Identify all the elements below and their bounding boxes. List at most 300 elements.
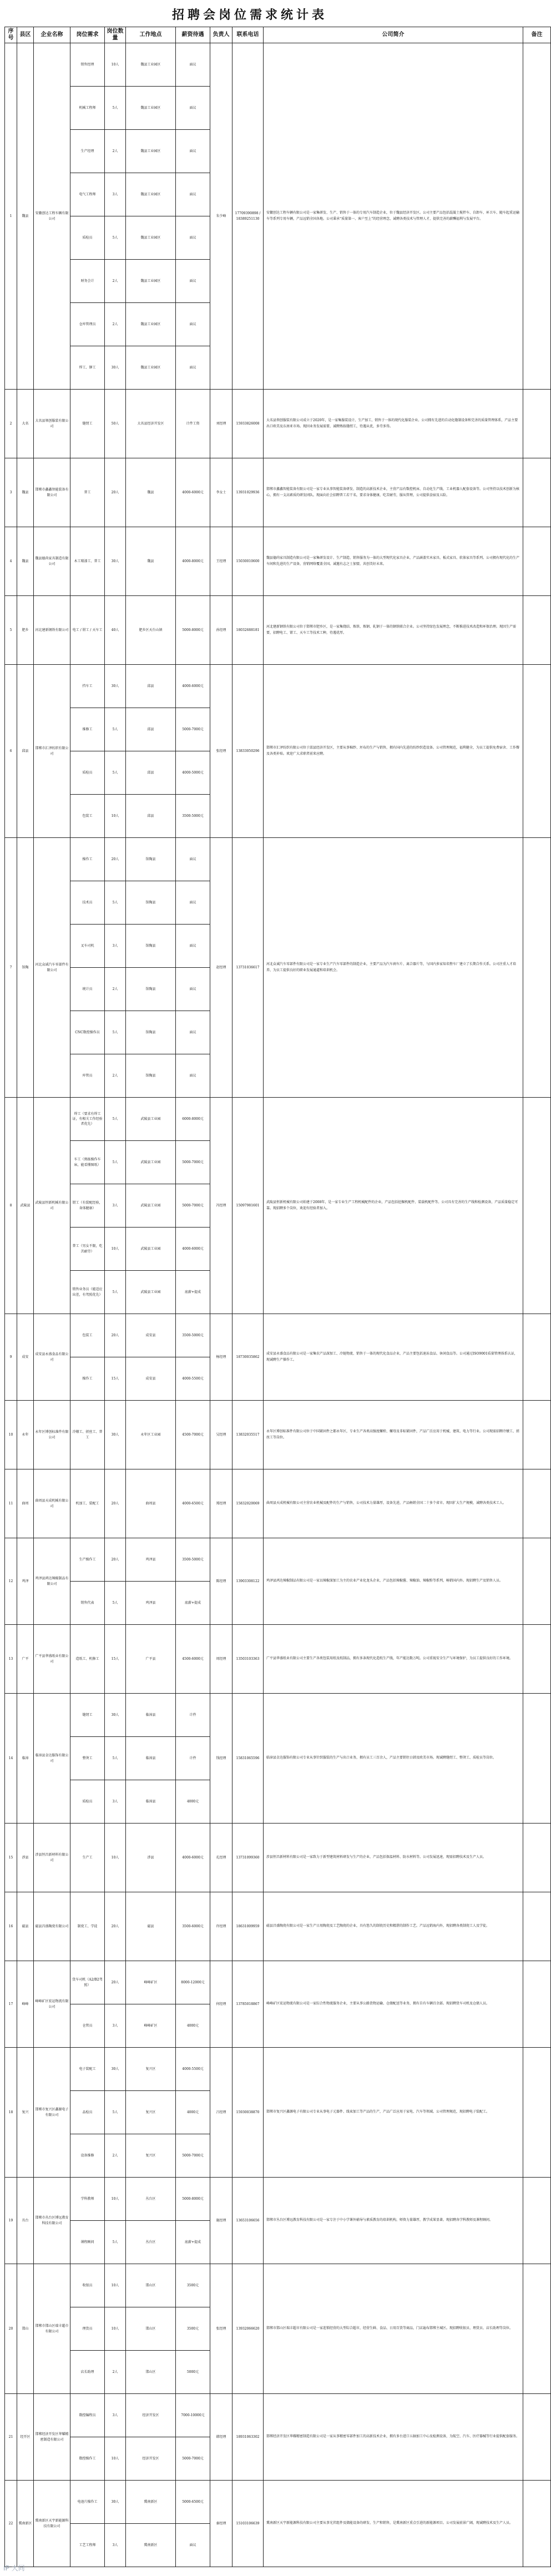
row-number: 6 bbox=[5, 665, 17, 838]
table-row bbox=[5, 2264, 551, 2307]
contact-person: 周经理 bbox=[210, 1625, 232, 1694]
row-number: 9 bbox=[5, 1314, 17, 1401]
row-area: 魏县 bbox=[17, 458, 34, 527]
job-location: 武陵县工业园 bbox=[126, 1184, 176, 1228]
job-location: 魏县工业园区 bbox=[126, 43, 176, 87]
job-count: 3人 bbox=[105, 1780, 126, 1824]
header-location: 工作地点 bbox=[126, 27, 176, 43]
job-count: 3人 bbox=[105, 173, 126, 216]
table-row bbox=[5, 1098, 551, 1141]
table-row bbox=[5, 1694, 551, 1737]
job-title: 设备维修 bbox=[70, 2134, 105, 2178]
job-count: 30人 bbox=[105, 2048, 126, 2091]
table-row bbox=[5, 1469, 551, 1538]
job-location: 磁县 bbox=[126, 1892, 176, 1961]
job-count: 2人 bbox=[105, 1054, 126, 1098]
company-intro: 河北众诚汽车零部件有限公司是一家专业生产汽车零部件的制造企业，主要产品为汽车刹车片、离合器片等，与国内多家知名整车厂建立了长期合作关系。公司注重人才培养，为员工提供良好的职业发展通道和培训机会。 bbox=[264, 838, 523, 1098]
job-count: 2人 bbox=[105, 130, 126, 173]
header-intro: 公司简介 bbox=[264, 27, 523, 43]
table-row bbox=[5, 2048, 551, 2091]
row-number: 21 bbox=[5, 2394, 17, 2481]
job-title: 焊工（要求有焊工证，有相关工作经验者优先） bbox=[70, 1098, 105, 1141]
contact-person: 赵经理 bbox=[210, 838, 232, 1098]
job-location: 魏县工业园区 bbox=[126, 303, 176, 346]
job-location: 武陵县工业园 bbox=[126, 1098, 176, 1141]
table-row bbox=[5, 1538, 551, 1582]
row-number: 12 bbox=[5, 1538, 17, 1625]
company-intro: 曲周县天成机械有限公司主营农业机械及配件的生产与销售，公司技术力量雄厚，设备先进，产品畅销全国二十多个省市。现因扩大生产规模，诚聘各类技术工人。 bbox=[264, 1469, 523, 1538]
job-location: 馆陶县 bbox=[126, 1011, 176, 1054]
job-pay: 面议 bbox=[176, 1011, 210, 1054]
job-pay: 3500元 bbox=[176, 2307, 210, 2351]
row-note bbox=[523, 1098, 551, 1314]
company-intro: 邯郸经济开发区华耀精密制造有限公司是一家从事精密零部件加工的高新技术企业，拥有多台进口五轴加工中心及检测设备，为航空、汽车、医疗器械等行业提供配套服务。 bbox=[264, 2394, 523, 2481]
row-number: 4 bbox=[5, 527, 17, 596]
contact-phone: 13731036617 bbox=[232, 838, 264, 1098]
job-pay: 面议 bbox=[176, 925, 210, 968]
job-pay: 3500-5000元 bbox=[176, 795, 210, 838]
job-location: 邱县 bbox=[126, 751, 176, 795]
row-number: 14 bbox=[5, 1694, 17, 1824]
job-location: 武陵县工业园 bbox=[126, 1141, 176, 1184]
contact-person: 朱少峰 bbox=[210, 43, 232, 390]
job-title: 工艺工程师 bbox=[70, 2524, 105, 2567]
row-area: 磁县 bbox=[17, 1892, 34, 1961]
job-title: 操作工 bbox=[70, 1357, 105, 1401]
job-title: 课程顾问 bbox=[70, 2221, 105, 2264]
row-area: 复兴 bbox=[17, 2048, 34, 2178]
header-pay: 薪资待遇 bbox=[176, 27, 210, 43]
job-title: 店长助理 bbox=[70, 2351, 105, 2394]
job-count: 5人 bbox=[105, 1011, 126, 1054]
job-count: 5人 bbox=[105, 2091, 126, 2134]
company-name: 河北众诚汽车零部件有限公司 bbox=[34, 838, 70, 1098]
job-count: 2人 bbox=[105, 968, 126, 1011]
contact-person: 钱经理 bbox=[210, 1694, 232, 1824]
job-location: 复兴区 bbox=[126, 2134, 176, 2178]
company-intro: 邯郸市邯山区瑞丰超市有限公司是一家连锁经营的大型综合超市，经营生鲜、食品、日用百货等商品，门店遍布邯郸主城区。现招聘收银员、理货员、店长助理等岗位。 bbox=[264, 2264, 523, 2394]
table-row bbox=[5, 1401, 551, 1469]
job-count: 2人 bbox=[105, 2351, 126, 2394]
job-title: 生产经理 bbox=[70, 130, 105, 173]
contact-person: 孙经理 bbox=[210, 596, 232, 665]
row-number: 10 bbox=[5, 1401, 17, 1469]
job-count: 3人 bbox=[105, 925, 126, 968]
contact-phone: 13931029936 bbox=[232, 458, 264, 527]
row-number: 3 bbox=[5, 458, 17, 527]
job-count: 5人 bbox=[105, 2221, 126, 2264]
job-title: 钳工（有装配经验，身体健康） bbox=[70, 1184, 105, 1228]
table-row bbox=[5, 2178, 551, 2221]
row-note bbox=[523, 2394, 551, 2481]
contact-person: 何经理 bbox=[210, 1961, 232, 2048]
row-area: 永年 bbox=[17, 1401, 34, 1469]
job-count: 10人 bbox=[105, 2307, 126, 2351]
job-count: 20人 bbox=[105, 838, 126, 881]
contact-phone: 13653106656 bbox=[232, 2178, 264, 2264]
company-name: 河北建新钢铁有限公司 bbox=[34, 596, 70, 665]
job-count: 10人 bbox=[105, 2178, 126, 2221]
row-note bbox=[523, 1469, 551, 1538]
job-pay: 3500-5000元 bbox=[176, 1538, 210, 1582]
job-count: 5人 bbox=[105, 87, 126, 130]
job-count: 50人 bbox=[105, 390, 126, 458]
job-title: 普工 bbox=[70, 458, 105, 527]
job-location: 临漳县 bbox=[126, 1780, 176, 1824]
row-note bbox=[523, 43, 551, 390]
row-note bbox=[523, 1538, 551, 1625]
job-pay: 3500-5000元 bbox=[176, 1314, 210, 1357]
contact-phone: 15933826008 bbox=[232, 390, 264, 458]
job-pay: 6000-8000元 bbox=[176, 1098, 210, 1141]
contact-person: 张经理 bbox=[210, 665, 232, 838]
table-row bbox=[5, 1314, 551, 1357]
job-location: 肥乡区天台山镇 bbox=[126, 596, 176, 665]
job-count: 10人 bbox=[105, 795, 126, 838]
header-company: 企业名称 bbox=[34, 27, 70, 43]
job-count: 30人 bbox=[105, 665, 126, 708]
watermark: IP 大同 bbox=[3, 2564, 25, 2572]
contact-phone: 13503103363 bbox=[232, 1625, 264, 1694]
job-count: 10人 bbox=[105, 1228, 126, 1271]
job-title: 冷镦工、搓丝工、普工 bbox=[70, 1401, 105, 1469]
job-title: 机加工、装配工 bbox=[70, 1469, 105, 1538]
job-title: 数控操作工 bbox=[70, 2437, 105, 2481]
job-title: 焊工、铆工 bbox=[70, 346, 105, 390]
job-title: 电子装配工 bbox=[70, 2048, 105, 2091]
job-pay: 面议 bbox=[176, 43, 210, 87]
row-number: 16 bbox=[5, 1892, 17, 1961]
row-note bbox=[523, 1892, 551, 1961]
job-pay: 4000-6000元 bbox=[176, 1228, 210, 1271]
job-pay: 4000元 bbox=[176, 2091, 210, 2134]
job-location: 鸡泽县 bbox=[126, 1538, 176, 1582]
row-area: 广平 bbox=[17, 1625, 34, 1694]
company-intro: 永年区博创标准件有限公司位于中国紧固件之都永年区，专业生产各类高强度螺栓、螺母及非标紧固件，产品广泛应用于机械、建筑、电力等行业。公司现需招聘冷镦工、搓丝工等岗位。 bbox=[264, 1401, 523, 1469]
row-area: 经开区 bbox=[17, 2394, 34, 2481]
job-title: 品检员 bbox=[70, 2091, 105, 2134]
job-location: 冀南新区 bbox=[126, 2481, 176, 2524]
job-location: 魏县工业园区 bbox=[126, 173, 176, 216]
job-count: 5人 bbox=[105, 1737, 126, 1780]
job-count: 3人 bbox=[105, 2004, 126, 2048]
job-location: 馆陶县 bbox=[126, 968, 176, 1011]
job-count: 5人 bbox=[105, 1098, 126, 1141]
table-row bbox=[5, 1625, 551, 1694]
job-pay: 4000-5000元 bbox=[176, 751, 210, 795]
job-pay: 8000-12000元 bbox=[176, 1961, 210, 2004]
job-title: 电气工程师 bbox=[70, 173, 105, 216]
job-location: 永年区工业园 bbox=[126, 1401, 176, 1469]
job-pay: 4500-6000元 bbox=[176, 1625, 210, 1694]
company-name: 邯郸市汇泽纺织有限公司 bbox=[34, 665, 70, 838]
job-title: 销售代表 bbox=[70, 1582, 105, 1625]
job-pay: 面议 bbox=[176, 260, 210, 303]
company-name: 大名县领创服装有限公司 bbox=[34, 390, 70, 458]
job-count: 5人 bbox=[105, 1271, 126, 1314]
job-location: 魏县工业园区 bbox=[126, 87, 176, 130]
job-title: 质检员 bbox=[70, 216, 105, 260]
row-number: 2 bbox=[5, 390, 17, 458]
company-name: 邯郸经济开发区华耀精密制造有限公司 bbox=[34, 2394, 70, 2481]
job-pay: 面议 bbox=[176, 968, 210, 1011]
job-count: 15人 bbox=[105, 1357, 126, 1401]
job-pay: 4000-6500元 bbox=[176, 1469, 210, 1538]
job-pay: 面议 bbox=[176, 303, 210, 346]
job-pay: 7000-10000元 bbox=[176, 2394, 210, 2437]
job-pay: 4000-6000元 bbox=[176, 458, 210, 527]
contact-person: 吴经理 bbox=[210, 1401, 232, 1469]
contact-phone: 13832035517 bbox=[232, 1401, 264, 1469]
company-name: 冀南新区天宇新能源科技有限公司 bbox=[34, 2481, 70, 2567]
job-pay: 计件 bbox=[176, 1694, 210, 1737]
row-area: 冀南新区 bbox=[17, 2481, 34, 2567]
row-area: 鸡泽 bbox=[17, 1538, 34, 1625]
job-pay: 4500-7000元 bbox=[176, 1401, 210, 1469]
job-title: CNC数控操作员 bbox=[70, 1011, 105, 1054]
table-row bbox=[5, 596, 551, 665]
job-pay: 4000元 bbox=[176, 2004, 210, 2048]
row-note bbox=[523, 527, 551, 596]
page-title: 招聘会岗位需求统计表 bbox=[171, 8, 327, 22]
row-note bbox=[523, 1625, 551, 1694]
job-count: 10人 bbox=[105, 43, 126, 87]
job-count: 30人 bbox=[105, 527, 126, 596]
row-number: 8 bbox=[5, 1098, 17, 1314]
job-location: 馆陶县 bbox=[126, 1054, 176, 1098]
job-title: 制瓷工、学徒 bbox=[70, 1892, 105, 1961]
row-note bbox=[523, 1401, 551, 1469]
contact-phone: 13833050296 bbox=[232, 665, 264, 838]
job-pay: 5000-7000元 bbox=[176, 2134, 210, 2178]
row-area: 大名 bbox=[17, 390, 34, 458]
job-location: 涉县 bbox=[126, 1824, 176, 1892]
job-location: 魏县 bbox=[126, 527, 176, 596]
header-row bbox=[5, 27, 551, 43]
contact-phone: 13731099360 bbox=[232, 1824, 264, 1892]
job-title: 仓库管理员 bbox=[70, 303, 105, 346]
job-count: 10人 bbox=[105, 2437, 126, 2481]
row-number: 17 bbox=[5, 1961, 17, 2048]
job-title: 缝纫工 bbox=[70, 1694, 105, 1737]
job-title: 车工（熟练操作车床，能看懂图纸） bbox=[70, 1141, 105, 1184]
job-pay: 4000-5500元 bbox=[176, 1357, 210, 1401]
contact-person: 秦经理 bbox=[210, 2481, 232, 2567]
company-name: 鸡泽县鸿达辣椒制品有限公司 bbox=[34, 1538, 70, 1625]
row-area: 邱县 bbox=[17, 665, 34, 838]
job-location: 魏县工业园区 bbox=[126, 346, 176, 390]
table-row bbox=[5, 665, 551, 708]
contact-person: 孔经理 bbox=[210, 1824, 232, 1892]
job-title: 货车司机（A2/B2驾照） bbox=[70, 1961, 105, 2004]
company-name: 永年区博创标准件有限公司 bbox=[34, 1401, 70, 1469]
row-number: 5 bbox=[5, 596, 17, 665]
row-area: 丛台 bbox=[17, 2178, 34, 2264]
header-phone: 联系电话 bbox=[232, 27, 264, 43]
job-count: 20人 bbox=[105, 1538, 126, 1582]
job-count: 20人 bbox=[105, 458, 126, 527]
row-note bbox=[523, 2178, 551, 2264]
job-location: 馆陶县 bbox=[126, 925, 176, 968]
contact-phone: 18931063302 bbox=[232, 2394, 264, 2481]
job-location: 成安县 bbox=[126, 1357, 176, 1401]
row-area: 成安 bbox=[17, 1314, 34, 1401]
table-row bbox=[5, 1961, 551, 2004]
job-count: 3人 bbox=[105, 2524, 126, 2567]
job-title: 销售经理 bbox=[70, 43, 105, 87]
job-location: 成安县 bbox=[126, 1314, 176, 1357]
job-title: 缝纫工 bbox=[70, 390, 105, 458]
job-location: 武陵县工业园 bbox=[126, 1271, 176, 1314]
job-count: 2人 bbox=[105, 2134, 126, 2178]
job-title: 整烫工 bbox=[70, 1737, 105, 1780]
job-pay: 面议 bbox=[176, 838, 210, 881]
job-location: 丛台区 bbox=[126, 2178, 176, 2221]
contact-phone: 15930038870 bbox=[232, 2048, 264, 2178]
job-title: 质检员 bbox=[70, 751, 105, 795]
company-name: 邯郸市丛台区博远教育科技有限公司 bbox=[34, 2178, 70, 2264]
job-count: 2人 bbox=[105, 303, 126, 346]
job-title: 统计员 bbox=[70, 968, 105, 1011]
job-pay: 4000-6000元 bbox=[176, 665, 210, 708]
job-count: 5人 bbox=[105, 1582, 126, 1625]
row-number: 15 bbox=[5, 1824, 17, 1892]
job-pay: 面议 bbox=[176, 346, 210, 390]
job-title: 造纸工、机修工 bbox=[70, 1625, 105, 1694]
row-number: 1 bbox=[5, 43, 17, 390]
row-area: 临漳 bbox=[17, 1694, 34, 1824]
job-location: 经济开发区 bbox=[126, 2394, 176, 2437]
contact-person: 杨经理 bbox=[210, 1314, 232, 1401]
job-location: 馆陶县 bbox=[126, 881, 176, 925]
contact-phone: 18032688181 bbox=[232, 596, 264, 665]
row-note bbox=[523, 390, 551, 458]
contact-person: 陈经理 bbox=[210, 1538, 232, 1625]
job-location: 大名县经济开发区 bbox=[126, 390, 176, 458]
job-pay: 5000-7000元 bbox=[176, 2437, 210, 2481]
row-area: 邯山 bbox=[17, 2264, 34, 2394]
company-name: 成安县永盛食品有限公司 bbox=[34, 1314, 70, 1401]
job-count: 30人 bbox=[105, 346, 126, 390]
table-row bbox=[5, 1824, 551, 1892]
contact-person: 郑经理 bbox=[210, 1469, 232, 1538]
job-pay: 面议 bbox=[176, 87, 210, 130]
company-name: 安徽创达工程车辆有限公司 bbox=[34, 43, 70, 390]
header-no: 序号 bbox=[5, 27, 17, 43]
job-title: 生产工 bbox=[70, 1824, 105, 1892]
row-number: 7 bbox=[5, 838, 17, 1098]
job-count: 20人 bbox=[105, 1469, 126, 1538]
job-title: 机械工程师 bbox=[70, 87, 105, 130]
row-note bbox=[523, 1961, 551, 2048]
job-location: 冀南新区 bbox=[126, 2524, 176, 2567]
company-intro: 鸡泽县鸿达辣椒制品有限公司是一家以辣椒深加工为主的农业产业化龙头企业，产品包括辣椒酱、辣椒油、辣椒粉等系列，畅销国内外。现招聘生产及销售人员。 bbox=[264, 1538, 523, 1625]
row-note bbox=[523, 2481, 551, 2567]
table-row bbox=[5, 2481, 551, 2524]
table-row bbox=[5, 527, 551, 596]
company-name: 邯郸市鑫鑫智能装备有限公司 bbox=[34, 458, 70, 527]
contact-phone: 13785018867 bbox=[232, 1961, 264, 2048]
job-location: 邯山区 bbox=[126, 2351, 176, 2394]
job-title: 质检员 bbox=[70, 1780, 105, 1824]
job-pay: 5000-8000元 bbox=[176, 596, 210, 665]
recruitment-table bbox=[4, 27, 551, 2567]
job-title: 普工（男女不限，吃苦耐劳） bbox=[70, 1228, 105, 1271]
row-note bbox=[523, 1314, 551, 1401]
job-count: 10人 bbox=[105, 2264, 126, 2307]
job-count: 3人 bbox=[105, 1184, 126, 1228]
contact-person: 刘经理 bbox=[210, 390, 232, 458]
job-title: 维修工 bbox=[70, 708, 105, 751]
company-intro: 大名县领创服装有限公司成立于2020年，是一家集服装设计、生产加工、销售于一体的现代化服装企业。公司拥有先进的自动化缝制设备和完善的质量管理体系，产品主要出口欧美及东南亚市场。现因业务发展需要，诚聘熟练缝纫工，待遇从优，多劳多得。 bbox=[264, 390, 523, 458]
job-title: 技术员 bbox=[70, 881, 105, 925]
header-job: 岗位需求 bbox=[70, 27, 105, 43]
job-title: 销售业务员（能适应出差，有驾照优先） bbox=[70, 1271, 105, 1314]
job-pay: 面议 bbox=[176, 173, 210, 216]
contact-phone: 17709390898 / 18389251130 bbox=[232, 43, 264, 390]
job-pay: 5000-6500元 bbox=[176, 2481, 210, 2524]
job-location: 临漳县 bbox=[126, 1694, 176, 1737]
job-title: 理货员 bbox=[70, 2307, 105, 2351]
contact-person: 李女士 bbox=[210, 458, 232, 527]
row-note bbox=[523, 458, 551, 527]
job-count: 20人 bbox=[105, 1314, 126, 1357]
contact-phone: 15832020069 bbox=[232, 1469, 264, 1538]
job-title: 包装工 bbox=[70, 1314, 105, 1357]
contact-phone: 13932066620 bbox=[232, 2264, 264, 2394]
job-count: 5人 bbox=[105, 751, 126, 795]
job-count: 3人 bbox=[105, 2394, 126, 2437]
company-intro: 河北建新钢铁有限公司位于邯郸市肥乡区，是一家集烧结、炼铁、炼钢、轧钢于一体的钢铁联合企业。公司坚持绿色发展理念，不断推进技术改造和环保治理。现因生产需要，招聘电工、钳工、天车工等技术工种，待遇优厚。 bbox=[264, 596, 523, 665]
job-count: 5人 bbox=[105, 1141, 126, 1184]
job-pay: 5000-7000元 bbox=[176, 1184, 210, 1228]
company-intro: 峰峰矿区宏运物流有限公司是一家综合性物流服务企业，主要从事公路货物运输、仓储配送等业务，拥有自有车辆百余部。现招聘货车司机及仓储人员。 bbox=[264, 1961, 523, 2048]
company-intro: 安徽创达工程车辆有限公司是一家集研发、生产、销售于一体的专用汽车制造企业，位于魏县经济开发区。公司主要产品包括混凝土搅拌车、自卸车、环卫车、随车起重运输车等系列专用车辆，产品远销全国各地。公司秉承“质量第一、客户至上”的经营理念，诚聘各类技术与管理人才，提供完善的薪酬福利与发展平台。 bbox=[264, 43, 523, 390]
row-area: 武陵县 bbox=[17, 1098, 34, 1314]
job-title: 收银员 bbox=[70, 2264, 105, 2307]
job-location: 邱县 bbox=[126, 665, 176, 708]
row-area: 涉县 bbox=[17, 1824, 34, 1892]
row-area: 魏县 bbox=[17, 527, 34, 596]
job-location: 魏县工业园区 bbox=[126, 260, 176, 303]
job-count: 30人 bbox=[105, 2481, 126, 2524]
row-area: 馆陶 bbox=[17, 838, 34, 1098]
table-row bbox=[5, 2394, 551, 2437]
job-pay: 3500元 bbox=[176, 2264, 210, 2307]
job-location: 邱县 bbox=[126, 795, 176, 838]
contact-phone: 15097981601 bbox=[232, 1098, 264, 1314]
row-area: 魏县 bbox=[17, 43, 34, 390]
contact-phone: 18631009959 bbox=[232, 1892, 264, 1961]
company-name: 广平县华盛纸业有限公司 bbox=[34, 1625, 70, 1694]
job-location: 广平县 bbox=[126, 1625, 176, 1694]
contact-person: 张经理 bbox=[210, 2264, 232, 2394]
job-count: 30人 bbox=[105, 1401, 126, 1469]
job-count: 10人 bbox=[105, 1824, 126, 1892]
company-name: 魏县德尚家具制造有限公司 bbox=[34, 527, 70, 596]
company-intro: 邯郸市丛台区博远教育科技有限公司是一家专注于中小学课外辅导与素质教育的培训机构，师资力量雄厚，教学成果显著。现招聘各学科教师及课程顾问。 bbox=[264, 2178, 523, 2264]
job-pay: 4000-6000元 bbox=[176, 1824, 210, 1892]
job-title: 学科教师 bbox=[70, 2178, 105, 2221]
company-name: 磁县昌盛陶瓷有限公司 bbox=[34, 1892, 70, 1961]
row-note bbox=[523, 1694, 551, 1824]
table-row bbox=[5, 458, 551, 527]
row-area: 肥乡 bbox=[17, 596, 34, 665]
row-note bbox=[523, 2264, 551, 2394]
job-location: 临漳县 bbox=[126, 1737, 176, 1780]
table-row bbox=[5, 1892, 551, 1961]
job-location: 邯山区 bbox=[126, 2264, 176, 2307]
